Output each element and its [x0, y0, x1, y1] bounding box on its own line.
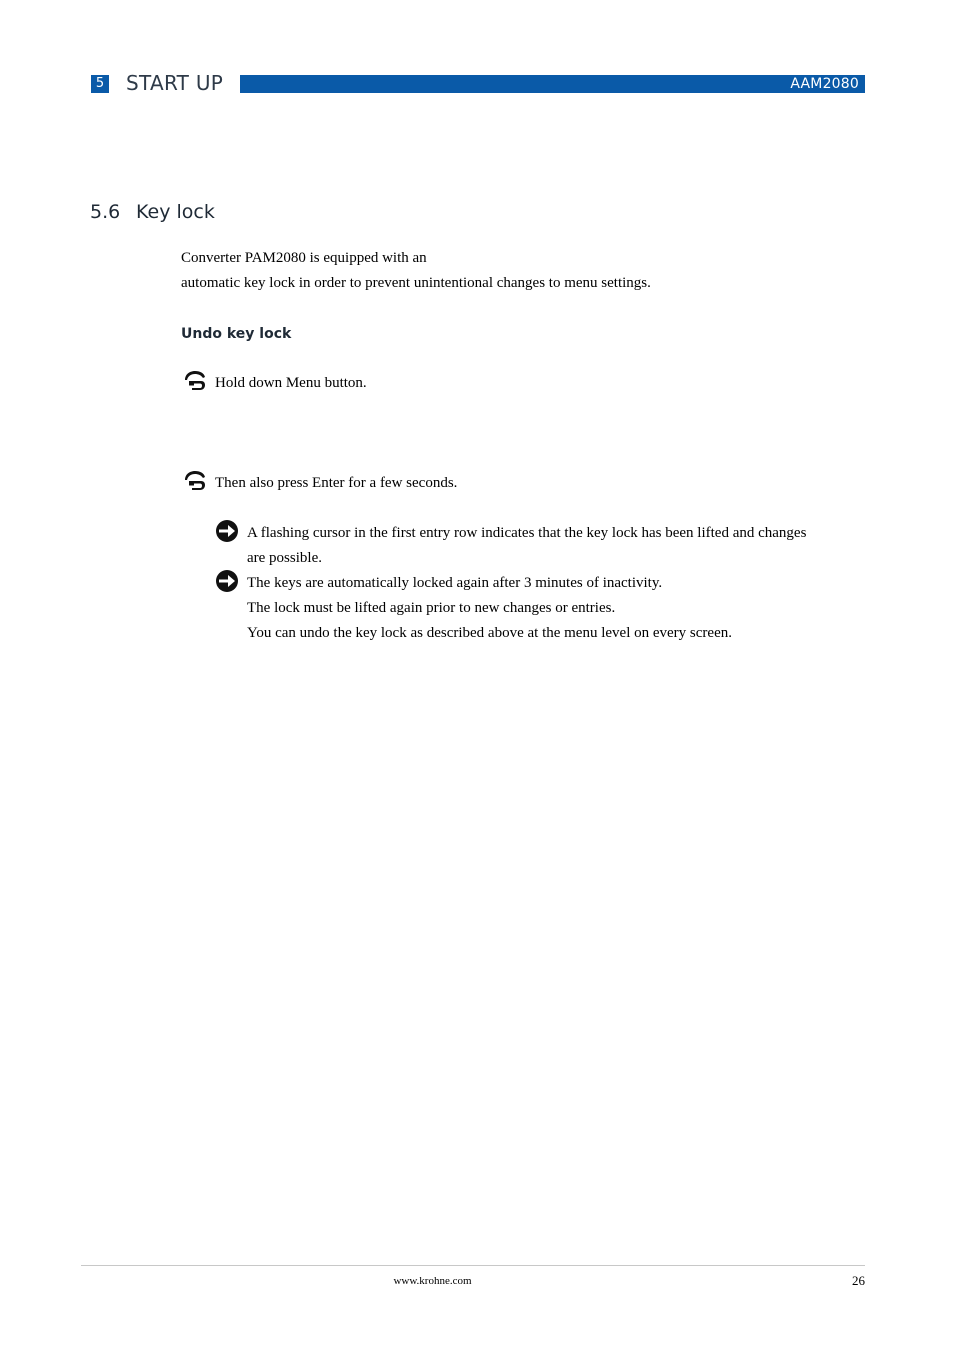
result-2-line-1: The keys are automatically locked again after 3 minutes of inactivity.	[247, 575, 663, 591]
page-number: 26	[852, 1273, 865, 1288]
footer-divider	[81, 1265, 865, 1266]
hand-pointing-icon	[183, 469, 207, 493]
arrow-right-circle-icon	[215, 519, 239, 543]
undo-key-lock-heading: Undo key lock	[181, 326, 292, 342]
section-title: Key lock	[136, 201, 215, 223]
chapter-title: START UP	[126, 71, 224, 95]
result-1-line-1: A flashing cursor in the first entry row indicates that the key lock has been lifted and changes	[247, 525, 807, 541]
step-1-text: Hold down Menu button.	[215, 375, 367, 391]
footer-url: www.krohne.com	[393, 1275, 472, 1287]
header-bar	[240, 75, 865, 93]
intro-line-2: automatic key lock in order to prevent unintentional changes to menu settings.	[181, 275, 651, 291]
document-code: AAM2080	[790, 76, 859, 92]
intro-line-1: Converter PAM2080 is equipped with an	[181, 250, 427, 266]
hand-pointing-icon	[183, 369, 207, 393]
result-2-line-2: The lock must be lifted again prior to new changes or entries.	[247, 600, 616, 616]
arrow-right-circle-icon	[215, 569, 239, 593]
result-1-line-2: are possible.	[247, 550, 322, 566]
section-number: 5.6	[90, 201, 121, 223]
step-2-text: Then also press Enter for a few seconds.	[215, 475, 458, 491]
result-2-line-3: You can undo the key lock as described above at the menu level on every screen.	[247, 625, 732, 641]
chapter-number-badge: 5	[91, 75, 109, 93]
